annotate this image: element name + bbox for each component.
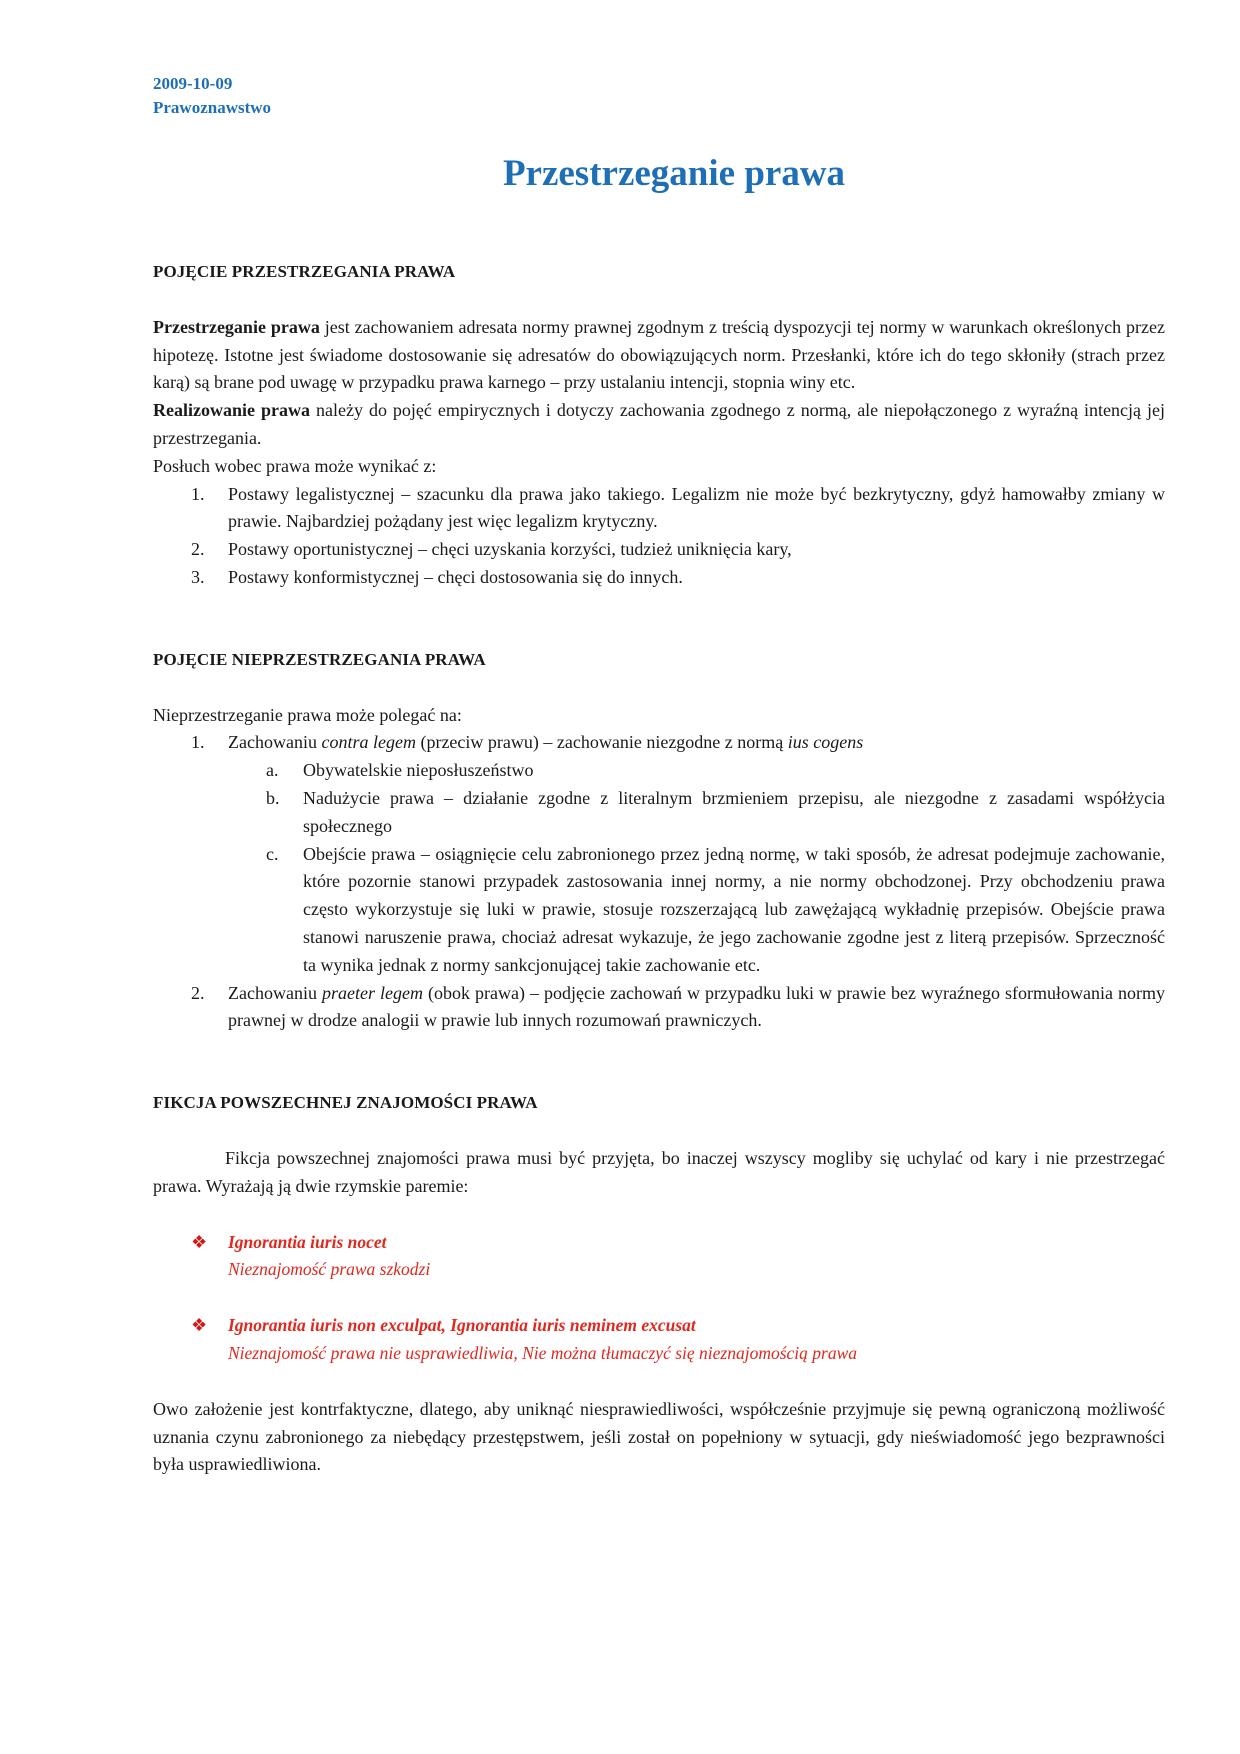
item1-mid: (przeciw prawu) – zachowanie niezgodne z normą — [415, 732, 788, 753]
paragraph-closing: Owo założenie jest kontrfaktyczne, dlatego, aby uniknąć niesprawiedliwości, współcześnie przyjmuje się pewną ograniczoną możliwość uznania czynu zabronionego za niebędący przestępstwem, jeśli został on popełniony w sytuacji, gdy nieświadomość jego bezprawności była usprawiedliwiona. — [153, 1398, 1165, 1475]
document-page — [153, 72, 1165, 1479]
item1-pre: Zachowaniu — [228, 732, 322, 753]
header-date: 2009-10-09 — [153, 74, 233, 93]
paragraph-definition — [153, 314, 1165, 397]
header-subject: Prawoznawstwo — [153, 98, 272, 117]
list-item — [153, 536, 1165, 564]
item2-post: (obok prawa) – podjęcie zachowań w przypadku luki w prawie bez wyraźnego sformułowania normy prawnej w drodze analogii w prawie lub innych rozumowań prawniczych. — [228, 982, 1165, 1031]
paragraph-fiction-intro: Fikcja powszechnej znajomości prawa musi być przyjęta, bo inaczej wszyscy mogliby się uchylać od kary i nie przestrzegać prawa. Wyrażają ją dwie rzymskie paremie: — [153, 1147, 1165, 1196]
list-item — [153, 564, 1165, 592]
document-title: Przestrzeganie prawa — [502, 153, 846, 194]
list-item-text: Postawy oportunistycznej – chęci uzyskania korzyści, tudzież uniknięcia kary, — [228, 539, 792, 560]
definition-text: jest zachowaniem adresata normy prawnej zgodnym z treścią dyspozycji tej normy w warunkach określonych przez hipotezę. Istotne jest świadome dostosowanie się adresatów do obowiązujących norm. Przesłanki, które ich do tego skłoniły (strach przez karą) są brane pod uwagę w przypadku prawa karnego – przy ustalaniu intencji, stopnia winy etc. — [153, 316, 1165, 393]
document-header — [153, 72, 1165, 120]
list-item — [153, 729, 1165, 979]
list-item — [153, 481, 1165, 537]
diamond-bullet-icon: ❖ — [191, 1231, 208, 1252]
diamond-bullet-icon: ❖ — [191, 1315, 208, 1336]
section-heading-compliance: POJĘCIE PRZESTRZEGANIA PRAWA — [153, 262, 456, 281]
list-item — [153, 980, 1165, 1036]
attitudes-list — [153, 481, 1165, 592]
maxim-item — [153, 1229, 1165, 1285]
realizowanie-text: należy do pojęć empirycznych i dotyczy zachowania zgodnego z normą, ale niepołączonego z wyraźną intencją jej przestrzegania. — [153, 400, 1166, 448]
term-przestrzeganie: Przestrzeganie prawa — [153, 316, 320, 337]
item2-pre: Zachowaniu — [228, 982, 322, 1003]
noncompliance-list — [153, 729, 1165, 1035]
sublist-item-text: Nadużycie prawa – działanie zgodne z literalnym brzmieniem przepisu, ale niezgodne z zasadami współżycia społecznego — [303, 787, 1165, 836]
list-item-text: Postawy konformistycznej – chęci dostosowania się do innych. — [228, 566, 683, 587]
paragraph-realizowanie — [153, 397, 1165, 453]
maxim-latin: Ignorantia iuris nocet — [228, 1231, 387, 1252]
list-marker: 1. — [191, 483, 205, 504]
list-marker: 2. — [191, 539, 205, 560]
list-item-text: Postawy legalistycznej – szacunku dla prawa jako takiego. Legalizm nie może być bezkrytyczny, gdyż hamowałby zmiany w prawie. Najbardziej pożądany jest więc legalizm krytyczny. — [228, 483, 1165, 532]
section-heading-fiction: FIKCJA POWSZECHNEJ ZNAJOMOŚCI PRAWA — [153, 1093, 538, 1113]
sublist-item-text: Obywatelskie nieposłuszeństwo — [303, 760, 534, 781]
maxim-translation: Nieznajomość prawa szkodzi — [228, 1259, 431, 1280]
sublist-item — [228, 785, 1165, 841]
sublist — [228, 757, 1165, 979]
sublist-marker: a. — [266, 760, 279, 781]
sublist-item — [228, 757, 1165, 785]
sublist-item-text: Obejście prawa – osiągnięcie celu zabronionego przez jedną normę, w taki sposób, że adresat podejmuje zachowanie, które pozornie stanowi przypadek zastosowania innej normy, a nie normy obchodzonej. Przy obchodzeniu prawa często wykorzystuje się luki w prawie, stosuje rozszerzającą lub zawężającą wykładnię przepisów. Obejście prawa stanowi naruszenie prawa, chociaż adresat wykazuje, że jego zachowanie zgodne jest z literą przepisów. Sprzeczność ta wynika jednak z normy sankcjonującej takie zachowanie etc. — [303, 843, 1165, 975]
paragraph-noncompliance-intro: Nieprzestrzeganie prawa może polegać na: — [153, 704, 462, 725]
term-realizowanie: Realizowanie prawa — [153, 400, 310, 421]
list-marker: 1. — [191, 732, 205, 753]
maxim-item — [153, 1312, 1165, 1368]
section-heading-noncompliance: POJĘCIE NIEPRZESTRZEGANIA PRAWA — [153, 649, 486, 669]
item1-italic: contra legem — [321, 732, 416, 753]
list-marker: 3. — [191, 566, 205, 587]
list-marker: 2. — [191, 982, 205, 1003]
maxim-latin: Ignorantia iuris non exculpat, Ignorantia iuris neminem excusat — [228, 1315, 696, 1336]
sublist-marker: c. — [266, 843, 279, 864]
paragraph-posluch: Posłuch wobec prawa może wynikać z: — [153, 455, 437, 476]
item1-italic2: ius cogens — [787, 732, 864, 753]
maxim-translation: Nieznajomość prawa nie usprawiedliwia, Nie można tłumaczyć się nieznajomością prawa — [228, 1342, 858, 1363]
sublist-marker: b. — [266, 787, 280, 808]
sublist-item — [228, 841, 1165, 980]
item2-italic: praeter legem — [321, 982, 423, 1003]
